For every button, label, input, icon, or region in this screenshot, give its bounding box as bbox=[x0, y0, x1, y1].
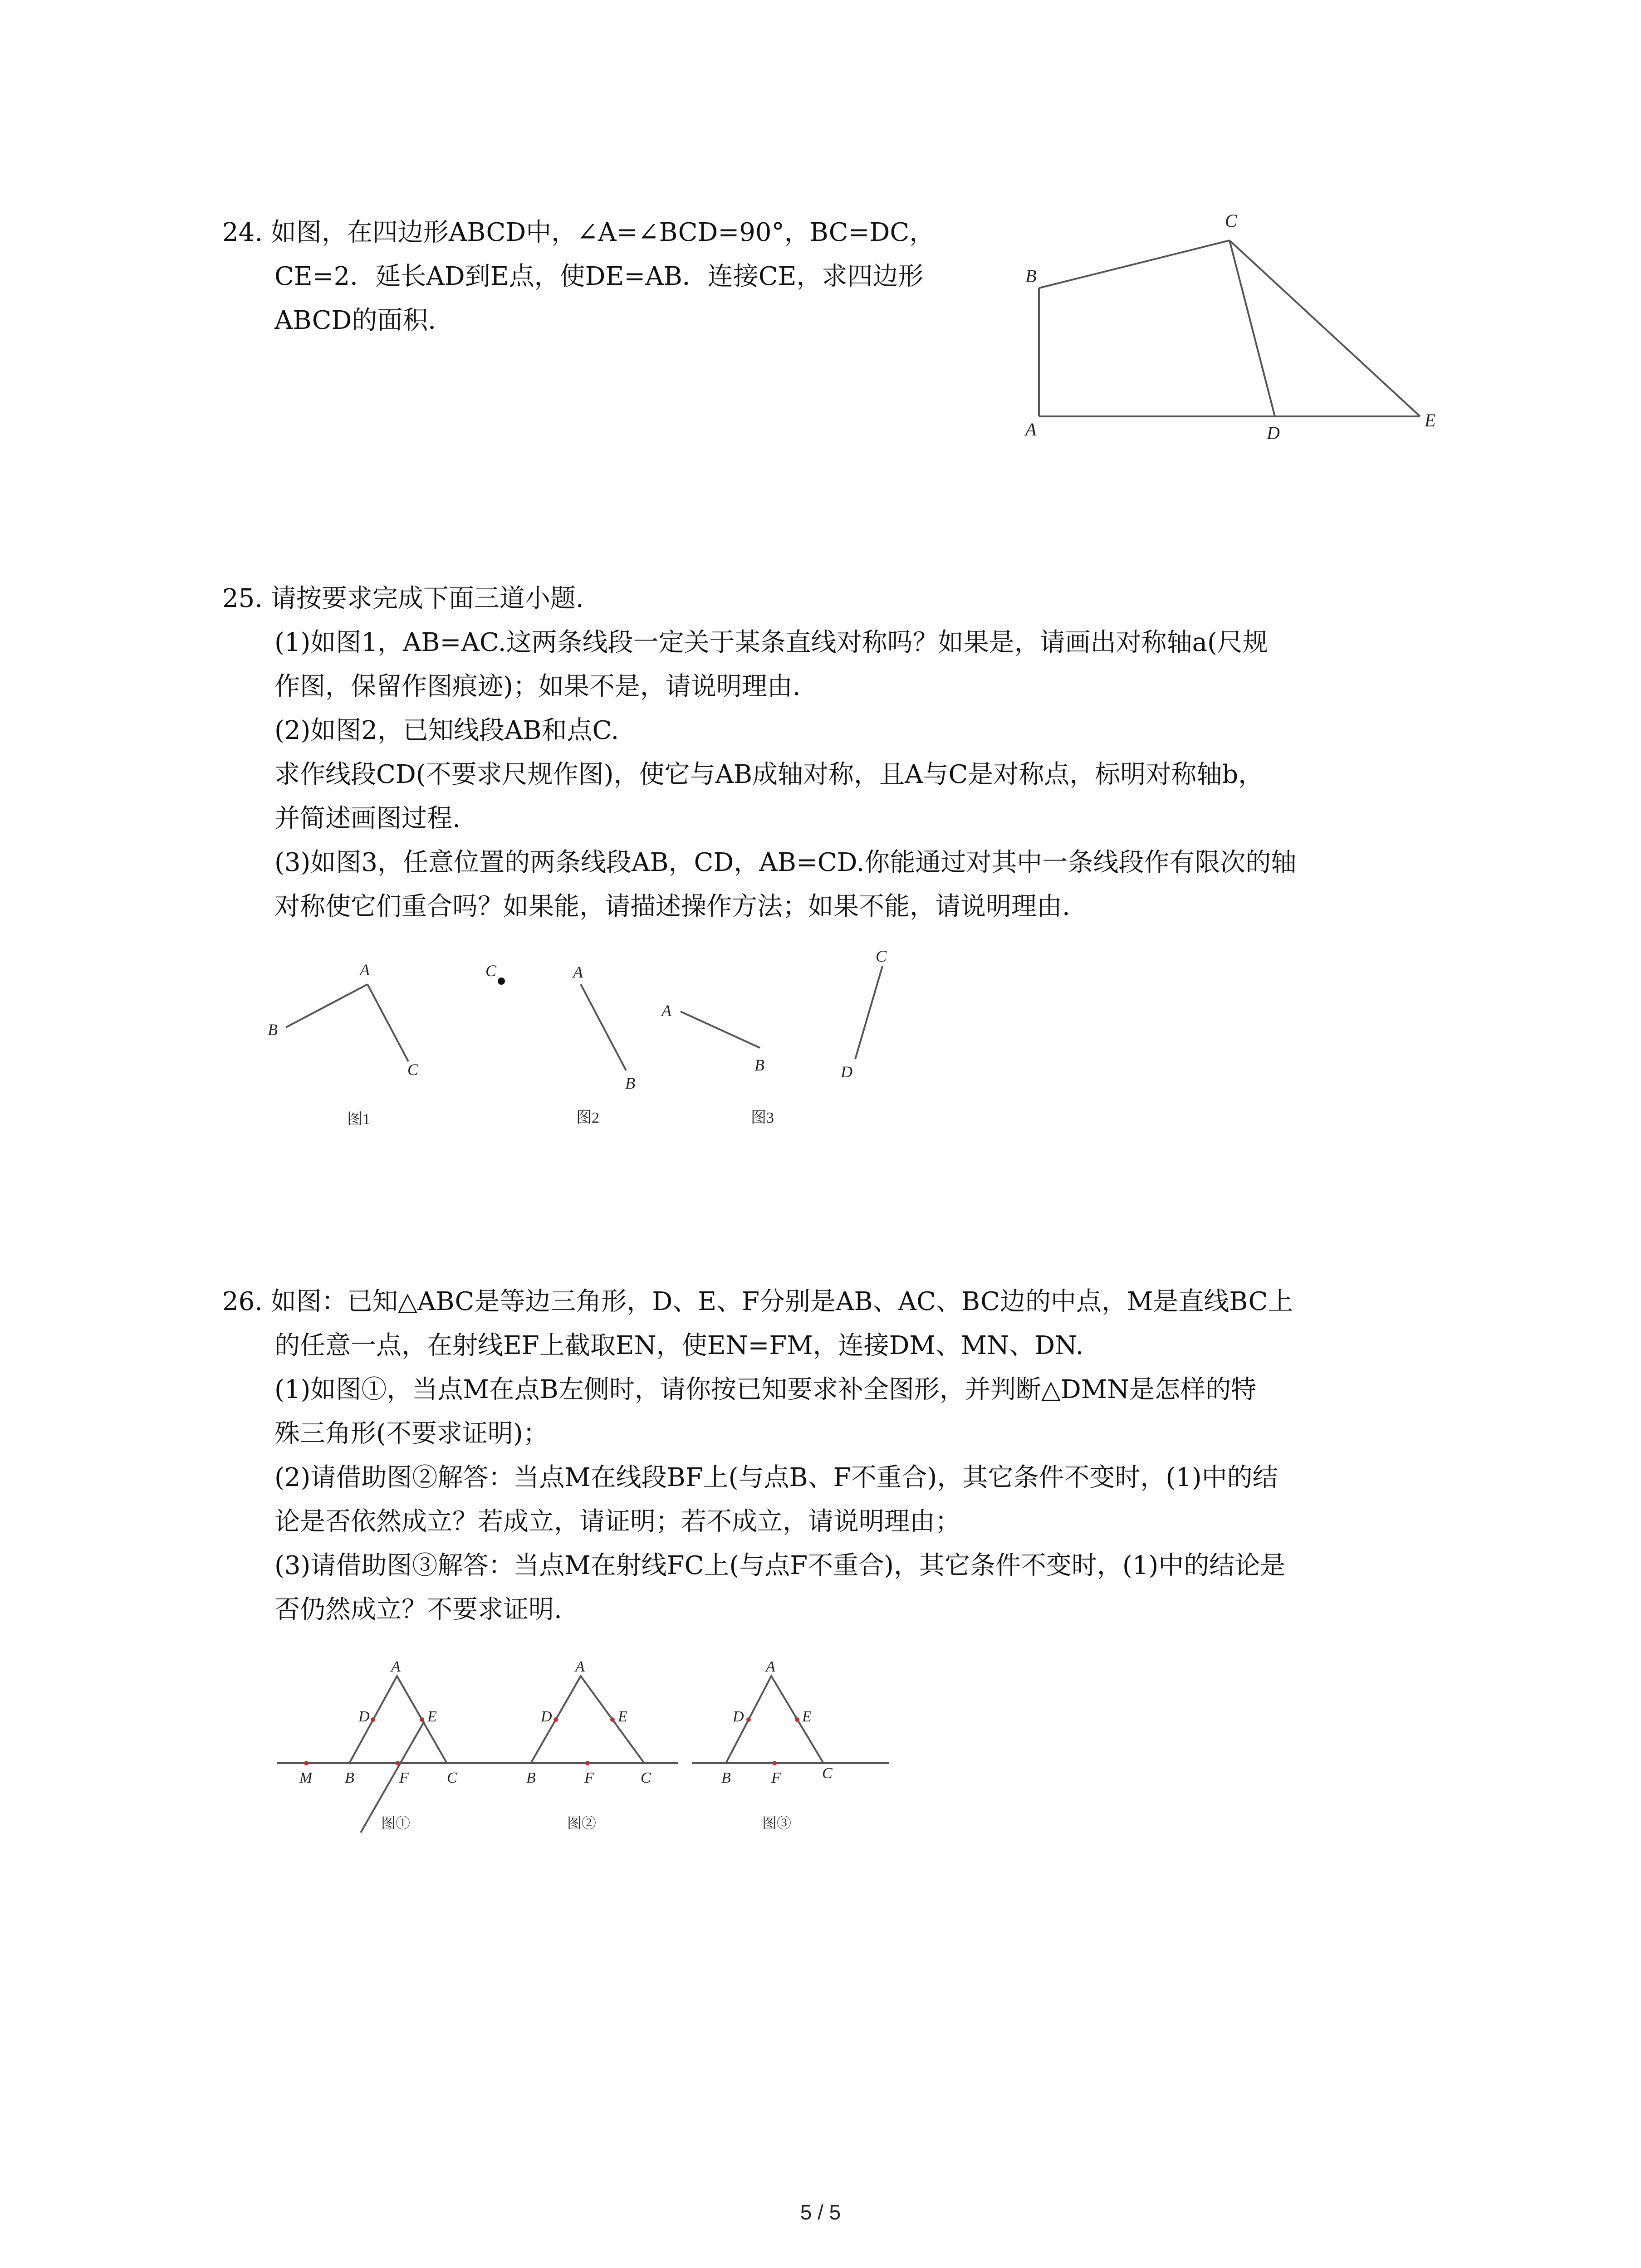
fig1-caption: 图1 bbox=[347, 1111, 370, 1128]
q24-line-1: 24. 如图，在四边形ABCD中，∠A=∠BCD=90°，BC=DC， bbox=[222, 218, 935, 247]
q25-line-5: 求作线段CD(不要求尺规作图)，使它与AB成轴对称，且A与C是对称点，标明对称轴b， bbox=[274, 760, 1264, 789]
fig-b-label-C: C bbox=[641, 1769, 651, 1786]
fig-a-label-E: E bbox=[427, 1708, 437, 1725]
fig-b-point-F bbox=[585, 1761, 590, 1765]
label-B: B bbox=[1025, 266, 1037, 286]
fig-b-label-F: F bbox=[584, 1769, 594, 1786]
q25-line-4: (2)如图2，已知线段AB和点C. bbox=[274, 716, 619, 745]
fig-a-point-F bbox=[396, 1761, 400, 1765]
q24-line-3: ABCD的面积． bbox=[274, 306, 454, 335]
fig2-caption: 图2 bbox=[576, 1110, 599, 1126]
fig2-label-A: A bbox=[573, 963, 583, 981]
fig-c-point-F bbox=[772, 1761, 777, 1765]
q25-figures bbox=[263, 939, 907, 1134]
edge-CE bbox=[1230, 240, 1420, 416]
fig3-segment-CD bbox=[855, 966, 882, 1059]
fig-b-label-E: E bbox=[618, 1708, 627, 1725]
q26-line-6: 论是否依然成立？若成立，请证明；若不成立，请说明理由； bbox=[274, 1507, 960, 1536]
q25-line-1: 25. 请按要求完成下面三道小题. bbox=[222, 584, 584, 613]
q26-line-3: (1)如图①，当点M在点B左侧时，请你按已知要求补全图形，并判断△DMN是怎样的特 bbox=[274, 1375, 1257, 1404]
q25-line-6: 并简述画图过程. bbox=[274, 804, 460, 833]
fig-a-label-B: B bbox=[345, 1769, 354, 1786]
q25-line-3: 作图，保留作图痕迹)；如果不是，请说明理由. bbox=[274, 672, 801, 701]
fig-a-label-A: A bbox=[391, 1658, 401, 1675]
fig2-point-C bbox=[498, 978, 505, 985]
fig1-label-B: B bbox=[268, 1021, 278, 1039]
edge-BC bbox=[1039, 240, 1230, 288]
fig-b-label-B: B bbox=[526, 1769, 536, 1786]
fig-c-label-B: B bbox=[721, 1769, 731, 1786]
q25-line-7: (3)如图3，任意位置的两条线段AB，CD，AB=CD.你能通过对其中一条线段作有限次的轴 bbox=[274, 848, 1297, 877]
edge-CD bbox=[1230, 240, 1275, 416]
fig-b-point-D bbox=[554, 1717, 558, 1722]
fig-c-point-E bbox=[795, 1717, 799, 1722]
fig-c-label-C: C bbox=[822, 1765, 833, 1782]
fig-a-caption: 图① bbox=[381, 1815, 411, 1831]
fig-b-label-D: D bbox=[541, 1708, 552, 1725]
label-C: C bbox=[1225, 210, 1237, 231]
fig2-label-B: B bbox=[625, 1074, 635, 1092]
fig3-label-A: A bbox=[661, 1002, 671, 1020]
page-number: 5 / 5 bbox=[800, 2200, 841, 2224]
q24-quadrilateral-figure bbox=[1007, 200, 1470, 454]
label-D: D bbox=[1267, 423, 1280, 443]
fig1-segment-AB bbox=[286, 984, 367, 1027]
fig-c-label-A: A bbox=[766, 1658, 775, 1675]
fig1-label-C: C bbox=[407, 1061, 419, 1079]
label-E: E bbox=[1425, 410, 1436, 430]
fig-c-label-D: D bbox=[733, 1708, 744, 1725]
fig3-label-B: B bbox=[754, 1056, 764, 1074]
fig-c-caption: 图③ bbox=[762, 1815, 792, 1831]
fig-a-label-M: M bbox=[299, 1769, 313, 1786]
q26-line-4: 殊三角形(不要求证明)； bbox=[274, 1419, 549, 1448]
fig-a-point-E bbox=[420, 1717, 424, 1722]
fig3-caption: 图3 bbox=[751, 1110, 774, 1126]
fig-a-label-D: D bbox=[358, 1708, 370, 1725]
q26-line-2: 的任意一点，在射线EF上截取EN，使EN=FM，连接DM、MN、DN. bbox=[274, 1331, 1084, 1360]
q24-line-2: CE=2．延长AD到E点，使DE=AB．连接CE，求四边形 bbox=[274, 262, 924, 291]
fig-a-label-F: F bbox=[399, 1769, 409, 1786]
fig3-label-D: D bbox=[841, 1063, 852, 1081]
q26-line-5: (2)请借助图②解答：当点M在线段BF上(与点B、F不重合)，其它条件不变时，(1)中的结 bbox=[274, 1463, 1278, 1492]
fig-b-label-A: A bbox=[575, 1658, 585, 1675]
fig-c-label-E: E bbox=[802, 1708, 812, 1725]
q26-line-7: (3)请借助图③解答：当点M在射线FC上(与点F不重合)，其它条件不变时，(1)中的结论是 bbox=[274, 1551, 1286, 1580]
q26-line-8: 否仍然成立？不要求证明. bbox=[274, 1595, 562, 1624]
fig-a-point-D bbox=[371, 1717, 375, 1722]
fig2-segment-AB bbox=[581, 984, 626, 1070]
q26-line-1: 26. 如图：已知△ABC是等边三角形，D、E、F分别是AB、AC、BC边的中点，M是直线BC上 bbox=[222, 1287, 1293, 1316]
fig1-label-A: A bbox=[360, 961, 370, 979]
q25-line-2: (1)如图1，AB=AC.这两条线段一定关于某条直线对称吗？如果是，请画出对称轴a(尺规 bbox=[274, 628, 1268, 657]
fig-c-point-D bbox=[746, 1717, 751, 1722]
fig1-segment-AC bbox=[367, 984, 408, 1061]
label-A: A bbox=[1025, 419, 1037, 440]
fig3-label-C: C bbox=[876, 947, 887, 965]
fig2-label-C: C bbox=[485, 962, 497, 980]
q26-triangle-figures bbox=[272, 1651, 916, 1860]
fig3-segment-AB bbox=[681, 1012, 760, 1048]
fig-c-label-F: F bbox=[771, 1769, 781, 1786]
fig-b-point-E bbox=[610, 1717, 615, 1722]
fig-a-point-M bbox=[304, 1761, 309, 1765]
fig-b-caption: 图② bbox=[567, 1815, 597, 1831]
q25-line-8: 对称使它们重合吗？如果能，请描述操作方法；如果不能，请说明理由. bbox=[274, 892, 1070, 921]
fig-a-label-C: C bbox=[447, 1769, 457, 1786]
